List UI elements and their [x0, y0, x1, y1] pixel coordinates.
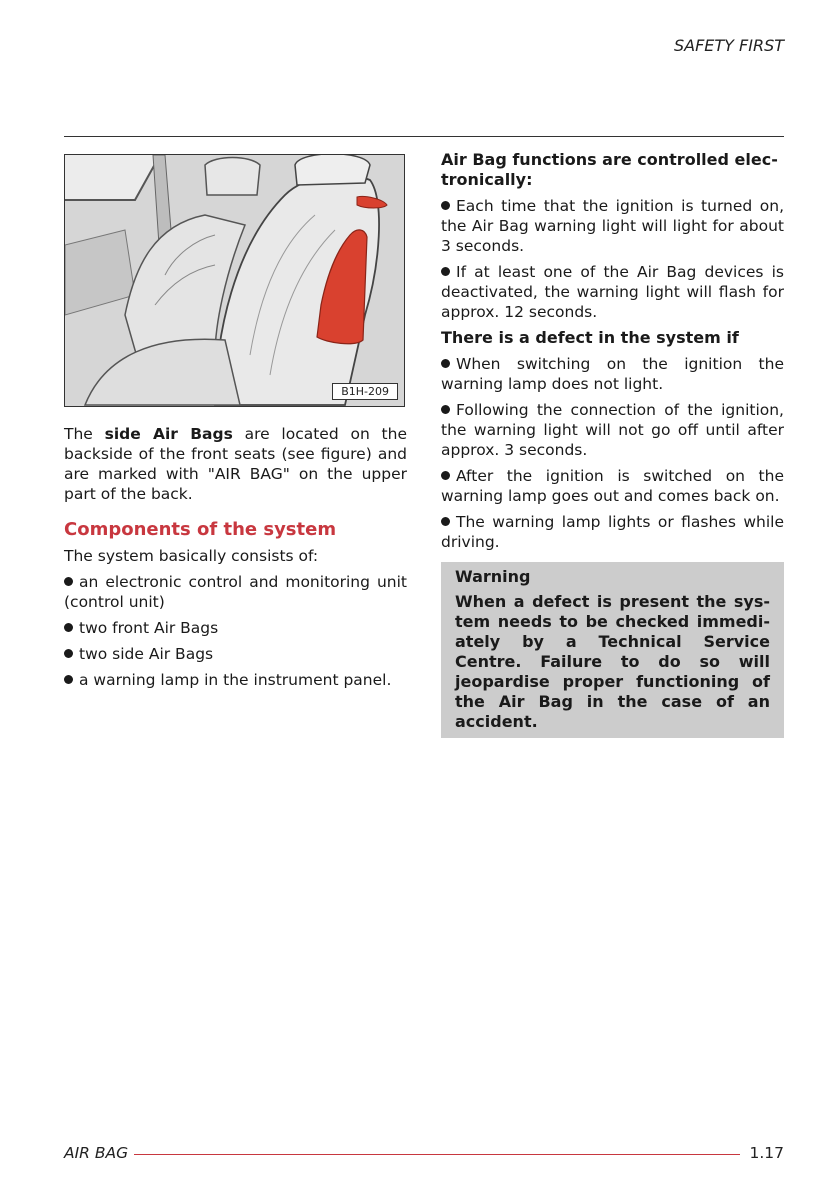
bullet-icon: [64, 577, 73, 586]
list-item: When switching on the ignition the warning lamp does not light.: [441, 355, 784, 393]
list-item: After the ignition is switched on the warning lamp goes out and comes back on.: [441, 467, 784, 505]
bullet-icon: [441, 201, 450, 210]
figure-seat-airbag: [64, 154, 405, 407]
bullet-icon: [441, 405, 450, 414]
page-footer: [64, 1144, 784, 1166]
footer-divider: [134, 1154, 740, 1155]
section-heading-components: Components of the system: [64, 519, 337, 540]
list-item: an electronic control and monitoring unit (control unit): [64, 573, 407, 611]
list-item: two side Air Bags: [64, 644, 407, 664]
list-item: Each time that the ignition is turned on, the Air Bag warning light will light for about 3 seconds.: [441, 197, 784, 255]
warning-text: When a defect is present the system needs to be checked immediately by a Technical Service Centre. Failure to do so will jeopardise proper functioning of the Air Bag in the case of an accident.: [455, 592, 770, 731]
heading-defect: There is a defect in the system if: [441, 328, 739, 347]
section-lead: The system basically consists of:: [64, 547, 319, 565]
intro-bold-term: side Air Bags: [104, 425, 233, 443]
heading-functions: Air Bag functions are controlled electronically:: [441, 150, 778, 189]
left-column: [64, 424, 407, 696]
right-column: [441, 150, 784, 738]
seat-illustration: [65, 155, 404, 406]
bullet-icon: [441, 359, 450, 368]
bullet-icon: [64, 623, 73, 632]
figure-code: B1H-209: [332, 383, 398, 400]
components-list: [64, 572, 407, 690]
bullet-icon: [64, 675, 73, 684]
page-number: 1.17: [749, 1144, 784, 1162]
warning-box: [441, 562, 784, 738]
list-item: two front Air Bags: [64, 618, 407, 638]
footer-section-name: AIR BAG: [64, 1144, 129, 1162]
bullet-icon: [441, 267, 450, 276]
bullet-icon: [64, 649, 73, 658]
intro-paragraph: The side Air Bags are located on the backside of the front seats (see figure) and are marked with "AIR BAG" on the upper part of the back.: [64, 425, 407, 503]
list-item: If at least one of the Air Bag devices is deactivated, the warning light will flash for approx. 12 seconds.: [441, 263, 784, 321]
list-item: Following the connection of the ignition, the warning light will not go off until after approx. 3 seconds.: [441, 401, 784, 459]
header-section-title: SAFETY FIRST: [673, 36, 784, 55]
list-item: The warning lamp lights or flashes while driving.: [441, 513, 784, 551]
bullet-icon: [441, 517, 450, 526]
header-divider: [64, 136, 784, 137]
defect-list: [441, 354, 784, 552]
functions-list: [441, 196, 784, 322]
bullet-icon: [441, 471, 450, 480]
warning-title: Warning: [455, 567, 531, 586]
list-item: a warning lamp in the instrument panel.: [64, 670, 407, 690]
